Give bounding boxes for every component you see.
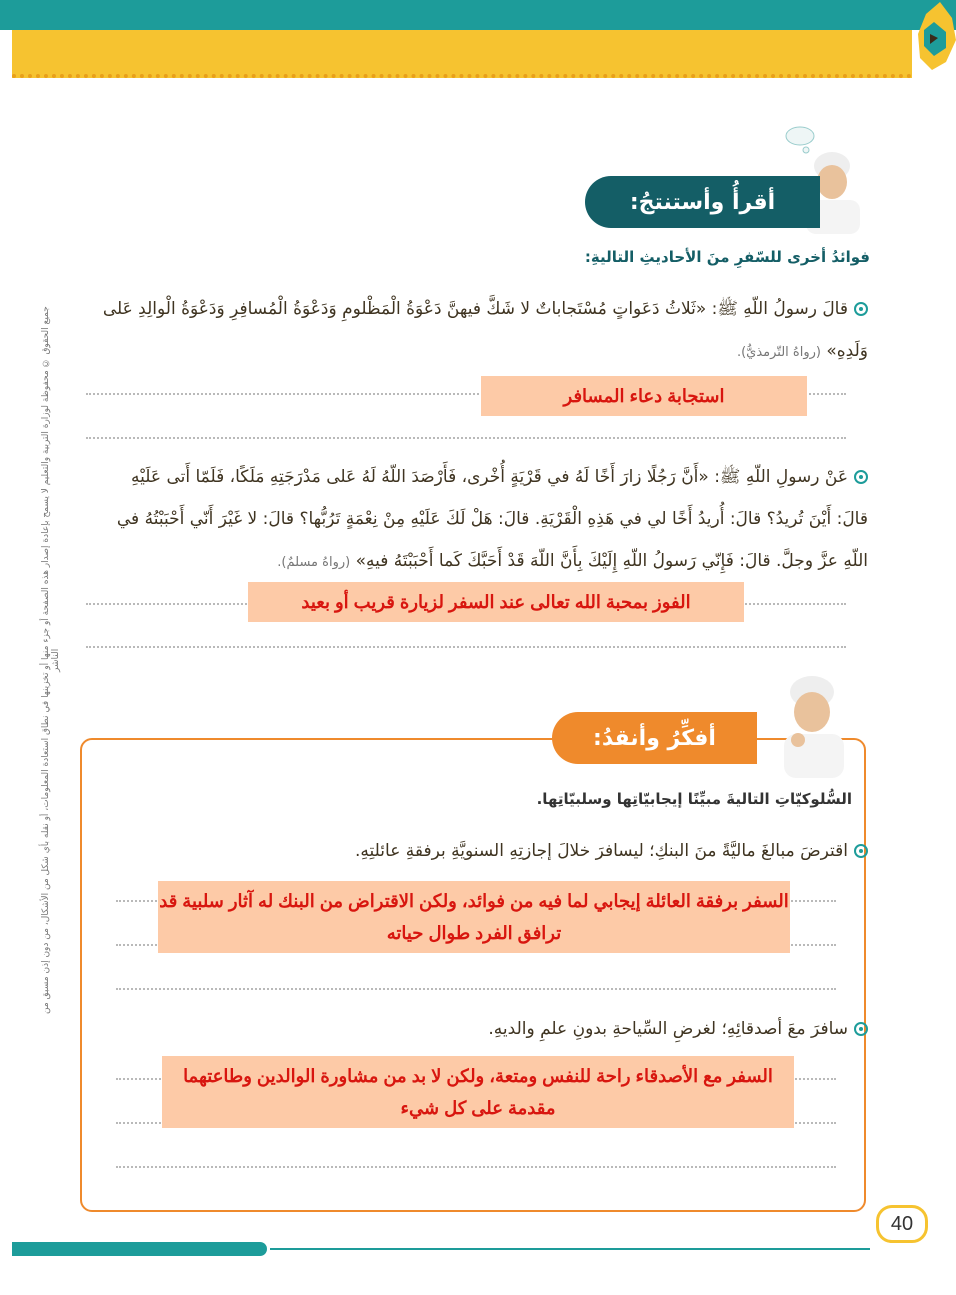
behavior-item-2: سافرَ معَ أصدقائِهِ؛ لغرضِ السِّياحةِ بدونِ علمِ والديهِ.	[128, 1008, 868, 1050]
header-band	[0, 0, 956, 30]
answer-3: السفر برفقة العائلة إيجابي لما فيه من فوائد، ولكن الاقتراض من البنك له آثار سلبية قد ترافق الفرد طوال حياته	[158, 881, 790, 953]
behavior-item-1: اقترضَ مبالغَ ماليَّةً منَ البنكِ؛ ليسافرَ خلالَ إجازتِهِ السنويَّةِ برفقةِ عائلتِهِ.	[128, 830, 868, 872]
answer-2: الفوز بمحبة الله تعالى عند السفر لزيارة قريب أو بعيد	[248, 582, 744, 622]
bullet-icon	[854, 844, 868, 858]
section2-subheading: السُّلوكيّاتِ التاليةَ مبيِّنًا إيجابيّاتِها وسلبيّاتِها.	[536, 790, 852, 808]
copyright-note: جميع الحقوق © محفوظة لوزارة التربية والتعليم لا يسمح بإعادة إصدار هذه الصفحة أو جزء منها أو تخزينها في نطاق استعادة المعلومات، أو نقله بأي شكل من الأشكال، من دون إذن مسبق من الناشر	[41, 306, 61, 1014]
hadith-1-source: (رواهُ التّرمذيُّ).	[736, 345, 821, 360]
answer-1: استجابة دعاء المسافر	[481, 376, 807, 416]
answer-line	[86, 646, 846, 648]
bullet-icon	[854, 302, 868, 316]
footer-bar	[12, 1242, 267, 1256]
answer-4: السفر مع الأصدقاء راحة للنفس ومتعة، ولكن لا بد من مشاورة الوالدين وطاعتهما مقدمة على كل شيء	[162, 1056, 794, 1128]
hadith-1: قالَ رسولُ اللّهِ ﷺ: «ثَلاثُ دَعَواتٍ مُسْتَجاباتٌ لا شَكَّ فيهنَّ دَعْوَةُ الْمَظْلومِ وَدَعْوَةُ الْمُسافِرِ وَدَعْوَةُ الْوالِدِ عَلى وَلَدِهِ» (رواهُ التّرمذيُّ).	[102, 299, 868, 361]
think-critique-box	[80, 738, 866, 1212]
section1-subheading: فوائدُ أخرى للسّفرِ منَ الأحاديثِ التاليةِ:	[584, 248, 870, 266]
section-title-think-critique: أفكِّرُ وأنقدُ:	[552, 712, 757, 764]
boy-thinking-avatar-icon	[760, 668, 860, 778]
bullet-icon	[854, 1022, 868, 1036]
hadith-2: عَنْ رسولِ اللّهِ ﷺ: «أَنَّ رَجُلًا زارَ أَخًا لَهُ في قَرْيَةٍ أُخْرى، فَأَرْصَدَ اللّهُ لَهُ عَلى مَدْرَجَتِهِ مَلَكًا، فَلَمّا أَتى عَلَيْهِ قالَ: أَيْنَ تُريدُ؟ قالَ: أُريدُ أَخًا لي في هَذِهِ الْقَرْيَةِ. قالَ: هَلْ لَكَ عَلَيْهِ مِنْ نِعْمَةٍ تَرُبُّها؟ قالَ: لا غَيْرَ أَنّي أَحْبَبْتُهُ في اللّهِ عزَّ وجلَّ. قالَ: فَإِنّي رَسولُ اللّهِ إِلَيْكَ بِأَنَّ اللّهَ قَدْ أَحَبَّكَ كَما أَحْبَبْتَهُ فيهِ» (رواهُ مسلمٌ).	[116, 467, 868, 571]
answer-line	[86, 437, 846, 439]
star-ornament-icon	[900, 0, 956, 90]
hadith-2-source: (رواهُ مسلمٌ).	[277, 555, 351, 570]
section-title-read-conclude: أقرأُ وأستنتجُ:	[585, 176, 820, 228]
header-band-yellow	[12, 30, 912, 78]
answer-line	[116, 988, 836, 990]
page-number: 40	[876, 1205, 928, 1243]
footer-line	[270, 1248, 870, 1250]
bullet-icon	[854, 470, 868, 484]
answer-line	[116, 1166, 836, 1168]
